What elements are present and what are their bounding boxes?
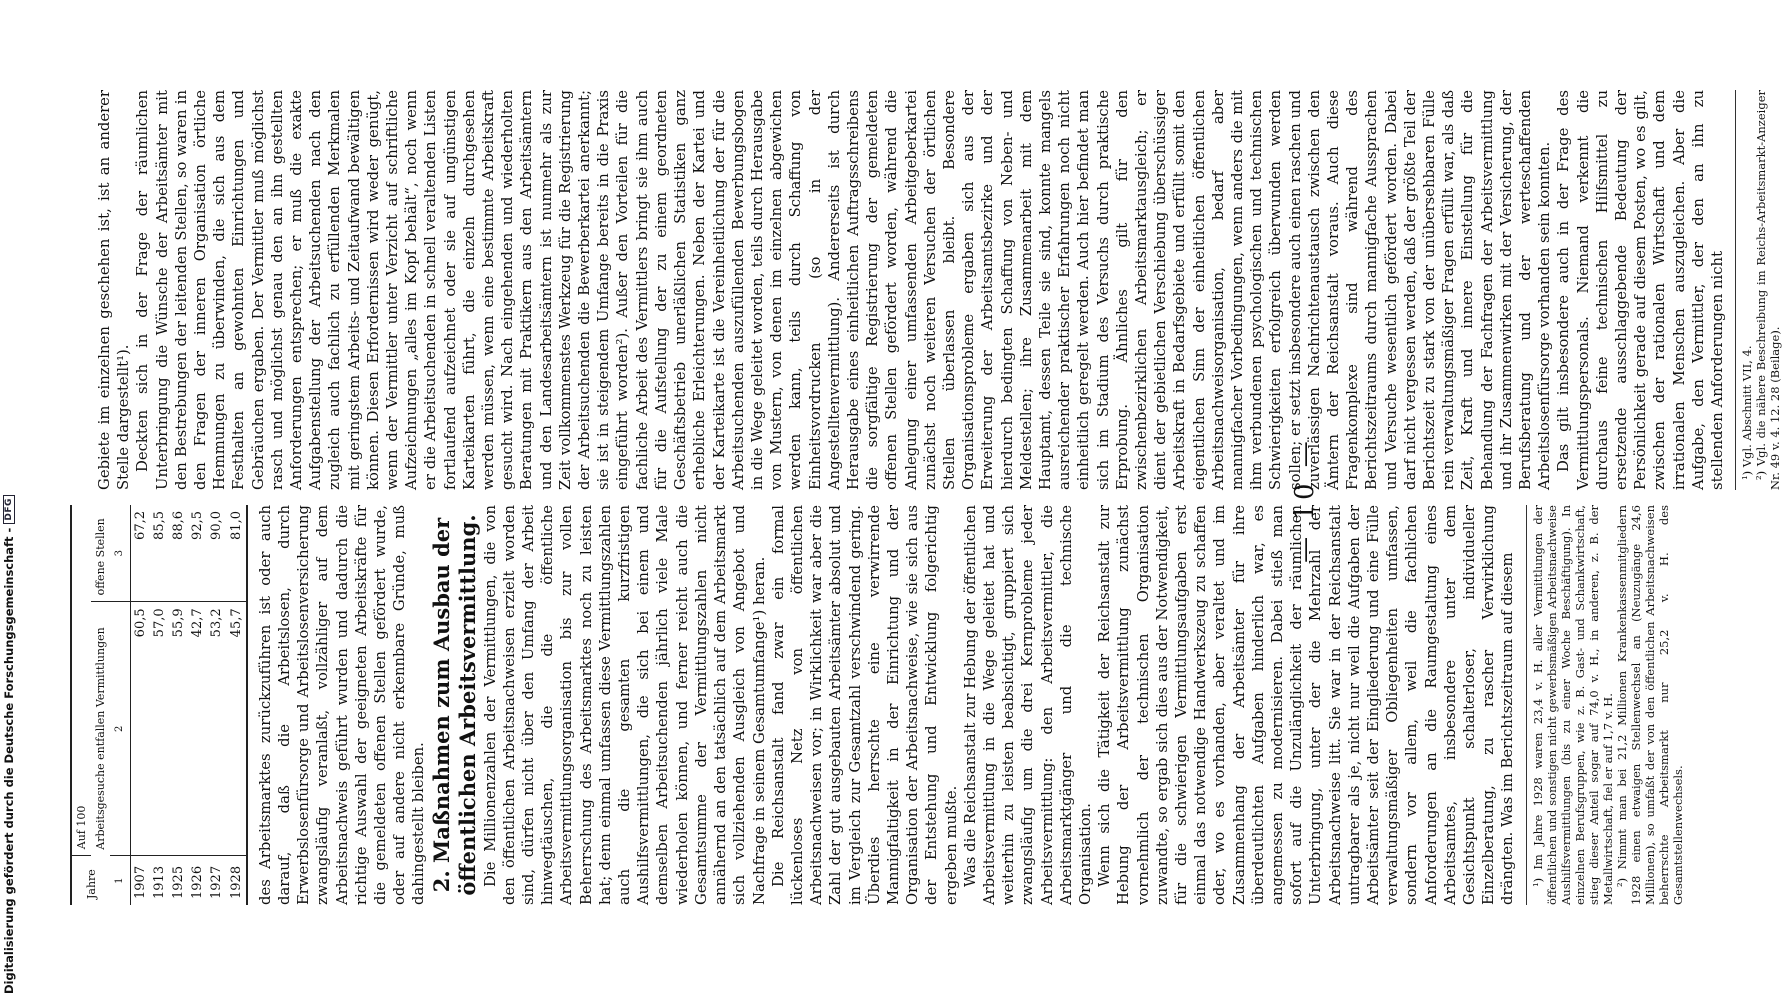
- table-row: [207, 505, 226, 905]
- table-header-col3: offene Stellen: [91, 505, 110, 602]
- table-cell: 55,9: [169, 602, 188, 856]
- right-column: [95, 90, 1782, 490]
- table-cell: 42,7: [188, 602, 207, 856]
- table-cell-year: 1913: [151, 865, 167, 899]
- table-cell: 81,0: [227, 505, 247, 602]
- table-row: [150, 505, 169, 905]
- table-cell: 45,7: [227, 602, 247, 856]
- paragraph: Die Millionenzahlen der Vermittlungen, die von den öffentlichen Arbeitsnachweisen erzielt worden sind, dürfen nicht über den Umfang der Arbeit hinwegtäuschen, die die öffentliche Arbeitsvermittlungsorganisation bis zur vollen Beherrschung des Arbeitsmarktes noch zu leisten hat; denn einmal umfassen diese Vermittlungszahlen auch die gesamten kurzfristigen Aushilfsvermittlungen, die sich bei einem und demselben Arbeitsuchenden jährlich viele Male wiederholen können, und ferner reicht auch die Gesamtsumme der Vermittlungszahlen nicht annähernd an den tatsächlich auf dem Arbeitsmarkt sich vollziehenden Ausgleich von Angebot und Nachfrage in seinem Gesamtumfange¹) heran.: [481, 505, 768, 905]
- dfg-logo-icon: DFG: [3, 495, 15, 524]
- table-cell-year: 1928: [228, 865, 244, 899]
- paragraph: Wenn sich die Tätigkeit der Reichsanstalt zur Hebung der Arbeitsvermittlung zunächst vornehmlich der technischen Organisation zuwandte, so ergab sich dies aus der Notwendigkeit, für die schwierigen Vermittlungsaufgaben erst einmal das notwendige Handwerkszeug zu schaffen oder, wo es vorhanden, aber veraltet und im Zusammenhang der Arbeitsämter für ihre überdeutlichten Aufgaben hinderlich war, es angemessen zu modernisieren. Dabei stieß man sofort auf die Unzulänglichkeit der räumlichen Unterbringung, unter der die Mehrzahl der Arbeitsnachweise litt. Sie war in der Reichsanstalt untragbarer als je, nicht nur weil die Aufgaben der Arbeitsämter seit der Eingliederung und eine Fülle verwaltungsmäßiger Obliegenheiten umfassen, sondern vor allem, weil die fachlichen Anforderungen an die Raumgestaltung eines Arbeitsamtes, insbesondere unter dem Gesichtspunkt schalterloser, individueller Einzelberatung, zu rascher Verwirklichung drängten. Was im Berichtszeitraum auf diesem: [1096, 505, 1517, 905]
- paragraph: Gebiete im einzelnen geschehen ist, ist an anderer Stelle dargestellt¹).: [96, 90, 133, 490]
- table-cell: 67,2: [130, 505, 150, 602]
- table-cell: 88,6: [169, 505, 188, 602]
- credit-text: Digitalisierung gefördert durch die Deutsche Forschungsgemeinschaft -: [2, 527, 16, 994]
- table-cell: 53,2: [207, 602, 226, 856]
- table-row: [169, 505, 188, 905]
- table-cell: 60,5: [130, 602, 150, 856]
- table-cell: 85,5: [150, 505, 169, 602]
- paragraph: Deckten sich in der Frage der räumlichen Unterbringung die Wünsche der Arbeitsämter mit den Bestrebungen der leitenden Stellen, so waren in den Fragen der inneren Organisation örtliche Hemmungen zu überwinden, die sich aus dem Festhalten an gewohnten Einrichtungen und Gebräuchen ergaben. Der Vermittler muß möglichst rasch und möglichst genau den an ihn gestellten Anforderungen entsprechen; er muß die exakte Aufgabenstellung der Arbeitsuchenden nach den zugleich auch fachlich zu erfüllenden Merkmalen mit geringstem Arbeits- und Zeitaufwand bewältigen können. Diesen Erfordernissen wird weder genügt, wenn der Vermittler unter Verzicht auf schriftliche Aufzeichnungen „alles im Kopf behält“, noch wenn er die Arbeitsuchenden in schnell veraltenden Listen fortlaufend aufzeichnet oder sie auf ungünstigen Karteikarten führt, die einzeln durchgesehen werden müssen, wenn eine bestimmte Arbeitskraft gesucht wird. Nach eingehenden und wiederholten Beratungen mit Praktikern aus den Arbeitsämtern und den Landesarbeitsämtern ist nunmehr als zur Zeit vollkommenstes Werkzeug für die Registrierung der Arbeitsuchenden die Bewerberkartei anerkannt; sie ist in steigendem Umfange bereits in die Praxis eingeführt worden²). Außer den Vorteilen für die fachliche Arbeit des Vermittlers bringt sie ihm auch für die Aufstellung der zu einem geordneten Geschäftsbetrieb unerläßlichen Statistiken ganz erhebliche Erleichterungen. Neben der Kartei und der Karteikarte ist die Vereinheitlichung der für die Arbeitsuchenden auszufüllenden Bewerbungsbogen in die Wege geleitet worden, teils durch Herausgabe von Mustern, von denen im einzelnen abgewichen werden kann, teils durch Schaffung von Einheitsvordrucken (so in der Angestelltenvermittlung). Andererseits ist durch Herausgabe eines einheitlichen Auftragsschreibens die sorgfältige Registrierung der gemeldeten offenen Stellen gefördert worden, während die Anlegung einer umfassenden Arbeitgeberkartei zunächst noch weiteren Versuchen der örtlichen Stellen überlassen bleibt. Besondere Organisationsprobleme ergaben sich aus der Erweiterung der Arbeitsamtsbezirke und der hierdurch bedingten Schaffung von Neben- und Meldestellen; ihre Zusammenarbeit mit dem Hauptamt, dessen Teile sie sind, konnte mangels ausreichender praktischer Erfahrungen noch nicht einheitlich geregelt werden. Auch hier befindet man sich im Stadium des Versuchs durch praktische Erprobung. Ähnliches gilt für den zwischenbezirklichen Arbeitsmarktausgleich; er dient der gebietlichen Verschiebung überschüssiger Arbeitskraft in Bedarfsgebiete und erfüllt somit den eigentlichen Sinn der einheitlichen öffentlichen Arbeitsnachweisorganisation, bedarf aber mannigfacher Vorbedingungen, wenn anders die mit ihm verbundenen psychologischen und technischen Schwierigkeiten erfolgreich überwunden werden sollen; er setzt insbesondere auch einen raschen und zuverlässigen Nachrichtenaustausch zwischen den Ämtern der Reichsanstalt voraus. Auch diese Fragenkomplexe sind während des Berichtszeitraums durch mannigfache Aussprachen und Versuche wesentlich gefördert worden. Dabei darf nicht vergessen werden, daß der größte Teil der Berichtszeit zu stark von der unübersehbaren Fülle rein verwaltungsmäßiger Fragen erfüllt war, als daß Zeit, Kraft und innere Einstellung für die Behandlung der Fachfragen der Arbeitsvermittlung und ihr Zusammenwirken mit der Versicherung, der Berufsberatung und der werteschaffenden Arbeitslosenfürsorge vorhanden sein konnten.: [134, 90, 1554, 490]
- left-column: [70, 505, 1685, 905]
- table-cell-year: 1925: [171, 865, 187, 899]
- table-colnum: 2: [110, 602, 130, 856]
- table-header-col2: Arbeitsgesuche entfallen Vermittlungen: [94, 627, 108, 850]
- footnote: ²) Nimmt man bei 21,2 Millionen Krankenkassenmitgliedern 1928 einen etwaigen Stellenwechsel an (Neuzugänge 24,6 Millionen), so umfaßt der von den öffentlichen Arbeitsnachweisen beherrschte Arbeitsmarkt nur 25,2 v. H. des Gesamtstellenwechsels.: [1614, 505, 1685, 905]
- table-cell-year: 1907: [132, 865, 148, 899]
- table-header-year: Jahre: [84, 869, 98, 899]
- digitization-credit: [2, 0, 22, 1000]
- statistics-table: [70, 505, 248, 905]
- table-cell-year: 1926: [190, 865, 206, 899]
- table-row: [227, 505, 247, 905]
- table-cell: 57,0: [150, 602, 169, 856]
- table-row: [188, 505, 207, 905]
- table-cell: 90,0: [207, 505, 226, 602]
- table-colnum: 1: [114, 877, 126, 884]
- table-colnum: 3: [110, 505, 130, 602]
- paragraph: des Arbeitsmarktes zurückzuführen ist oder auch darauf, daß die Arbeitslosen, durch Erwerbslosenfürsorge und Arbeitslosenversicherung zwangsläufig veranlaßt, vollzähliger auf dem Arbeitsnachweis geführt wurden und dadurch die richtige Auswahl der geeigneten Arbeitskräfte für die gemeldeten offenen Stellen gefördert wurde, oder auf andere nicht erkennbare Gründe, muß dahingestellt bleiben.: [256, 505, 428, 905]
- credit-line: [2, 4, 16, 1000]
- paragraph: Was die Reichsanstalt zur Hebung der öffentlichen Arbeitsvermittlung in die Wege geleitet hat und weiterhin zu leisten beabsichtigt, gruppiert sich zwangsläufig um die drei Kernprobleme jeder Arbeitsvermittlung: den Arbeitsvermittler, die Arbeitsmarktgänger und die technische Organisation.: [961, 505, 1094, 905]
- footnotes: [1526, 505, 1685, 905]
- table-cell-year: 1927: [209, 865, 225, 899]
- paragraph: Das gilt insbesondere auch in der Frage des Vermittlungspersonals. Niemand verkennt die durchaus feine technischen Hilfsmittel zu ersetzende ausschlaggebende Bedeutung der Persönlichkeit gerade auf diesem Posten, wo es gilt, zwischen der rationalen Wirtschaft und dem irrationalen Menschen auszugleichen. Aber die Aufgabe, den Vermittler, der den an ihn zu stellenden Anforderungen nicht: [1555, 90, 1727, 490]
- page-number: — 10 —: [1290, 437, 1320, 563]
- table-cell: 92,5: [188, 505, 207, 602]
- table-header-group: Auf 100: [71, 505, 91, 856]
- footnotes: [1735, 90, 1782, 490]
- footnote: ¹) Vgl. Abschnitt VII, 4.: [1740, 345, 1755, 480]
- footnote: ²) Vgl. die nähere Beschreibung im Reichs-Arbeitsmarkt-Anzeiger Nr. 49 v. 4. 12. 28 (Beilage).: [1754, 90, 1782, 490]
- table-row: [130, 505, 150, 905]
- paragraph: Die Reichsanstalt fand zwar ein formal lückenloses Netz von öffentlichen Arbeitsnachweisen vor; in Wirklichkeit war aber die Zahl der gut ausgebauten Arbeitsämter absolut und im Vergleich zur Gesamtzahl verschwindend gering. Überdies herrschte eine verwirrende Mannigfaltigkeit in der Einrichtung und der Organisation der Arbeitsnachweise, wie sie sich aus der Entstehung und Entwicklung folgerichtig ergeben mußte.: [769, 505, 960, 905]
- footnote: ¹) Im Jahre 1928 waren 23,4 v. H. aller Vermittlungen der öffentlichen und sonstigen nicht gewerbsmäßigen Arbeitsnachweise Aushilfsvermittlungen (bis zu einer Woche Beschäftigung). In einzelnen Berufsgruppen, wie z. B. Gast- und Schankwirtschaft, stieg dieser Anteil sogar auf 74,0 v. H., in anderen, z. B. der Metallwirtschaft, fiel er auf 1,7 v. H.: [1530, 505, 1615, 905]
- section-heading: 2. Maßnahmen zum Ausbau der öffentlichen Arbeitsvermittlung.: [428, 514, 480, 896]
